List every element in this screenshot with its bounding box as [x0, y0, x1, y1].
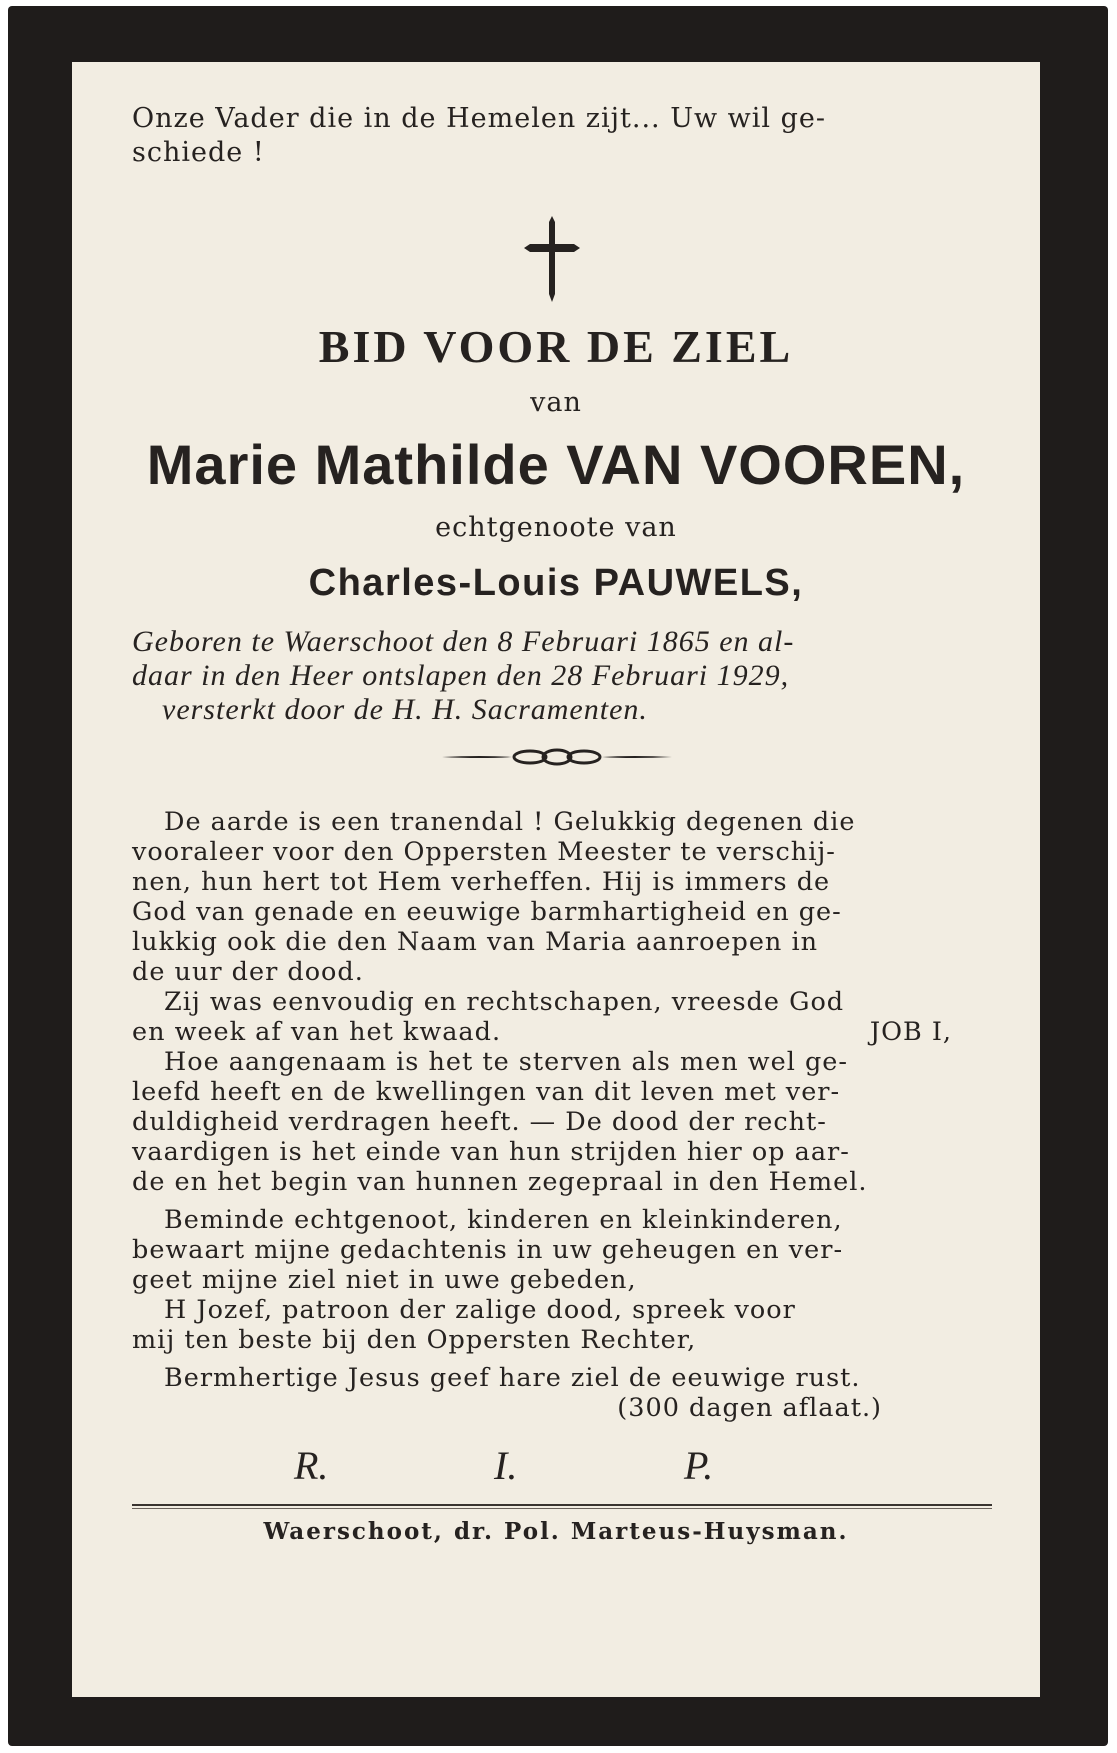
opening-prayer-line: schiede !	[132, 137, 265, 168]
biography	[132, 625, 992, 727]
text-line: Hoe aangenaam is het te sterven als men wel ge-	[164, 1047, 849, 1077]
text-line: nen, hun hert tot Hem verheffen. Hij is immers de	[132, 867, 831, 897]
rip-letter: P.	[684, 1443, 714, 1488]
memorial-card	[8, 6, 1108, 1746]
text-line: leefd heeft en de kwellingen van dit leven met ver-	[132, 1077, 841, 1107]
opening-prayer-line: Onze Vader die in de Hemelen zijt... Uw wil ge-	[132, 103, 827, 134]
body-text	[132, 807, 992, 1423]
text-line: De aarde is een tranendal ! Gelukkig degenen die	[164, 807, 856, 837]
spouse-label: echtgenoote van	[435, 512, 677, 543]
text-line: geet mijne ziel niet in uwe gebeden,	[132, 1265, 637, 1295]
paragraph	[132, 1295, 992, 1355]
paragraph	[132, 987, 992, 1047]
biography-line: daar in den Heer ontslapen den 28 Februari 1929,	[132, 659, 790, 692]
paragraph	[132, 1047, 992, 1197]
biography-line: versterkt door de H. H. Sacramenten.	[162, 693, 648, 726]
rip-letter: R.	[294, 1443, 329, 1488]
cross-icon	[522, 214, 582, 304]
text-line: Bermhertige Jesus geef hare ziel de eeuwige rust.	[164, 1363, 861, 1393]
paragraph	[132, 807, 992, 987]
text-line: vooraleer voor den Oppersten Meester te verschij-	[132, 837, 836, 867]
text-line: de en het begin van hunnen zegepraal in den Hemel.	[132, 1167, 868, 1197]
printer-credit: Waerschoot, dr. Pol. Marteus-Huysman.	[263, 1518, 849, 1545]
text-line: H Jozef, patroon der zalige dood, spreek voor	[164, 1295, 796, 1325]
text-line: Beminde echtgenoot, kinderen en kleinkinderen,	[164, 1205, 843, 1235]
spouse-name: Charles-Louis PAUWELS,	[308, 562, 804, 604]
text-line: bewaart mijne gedachtenis in uw geheugen en ver-	[132, 1235, 844, 1265]
text-line-with-source	[132, 1017, 992, 1047]
text-line: vaardigen is het einde van hun strijden hier op aar-	[132, 1137, 850, 1167]
van-label: van	[530, 387, 582, 418]
paragraph	[132, 1363, 992, 1423]
text-line: God van genade en eeuwige barmhartigheid en ge-	[132, 897, 842, 927]
indulgence-note: (300 dagen aflaat.)	[617, 1393, 882, 1423]
biography-line: Geboren te Waerschoot den 8 Februari 1865 en al-	[132, 625, 795, 658]
scripture-source: JOB I,	[869, 1017, 952, 1047]
text-line: en week af van het kwaad.	[132, 1017, 502, 1047]
text-line: lukkig ook die den Naam van Maria aanroepen in	[132, 927, 819, 957]
rip-letter: I.	[494, 1443, 518, 1488]
divider-rule	[132, 1504, 992, 1506]
paragraph	[132, 1205, 992, 1295]
card-paper	[72, 62, 1040, 1697]
ornament-divider-icon	[442, 742, 672, 772]
text-line: mij ten beste bij den Oppersten Rechter,	[132, 1325, 697, 1355]
deceased-name: Marie Mathilde VAN VOOREN,	[146, 433, 966, 496]
opening-prayer	[132, 102, 992, 170]
heading: BID VOOR DE ZIEL	[318, 321, 794, 372]
text-line: Zij was eenvoudig en rechtschapen, vreesde God	[164, 987, 845, 1017]
text-line: duldigheid verdragen heeft. — De dood der recht-	[132, 1107, 827, 1137]
text-line: de uur der dood.	[132, 957, 364, 987]
divider-rule	[132, 1508, 992, 1509]
